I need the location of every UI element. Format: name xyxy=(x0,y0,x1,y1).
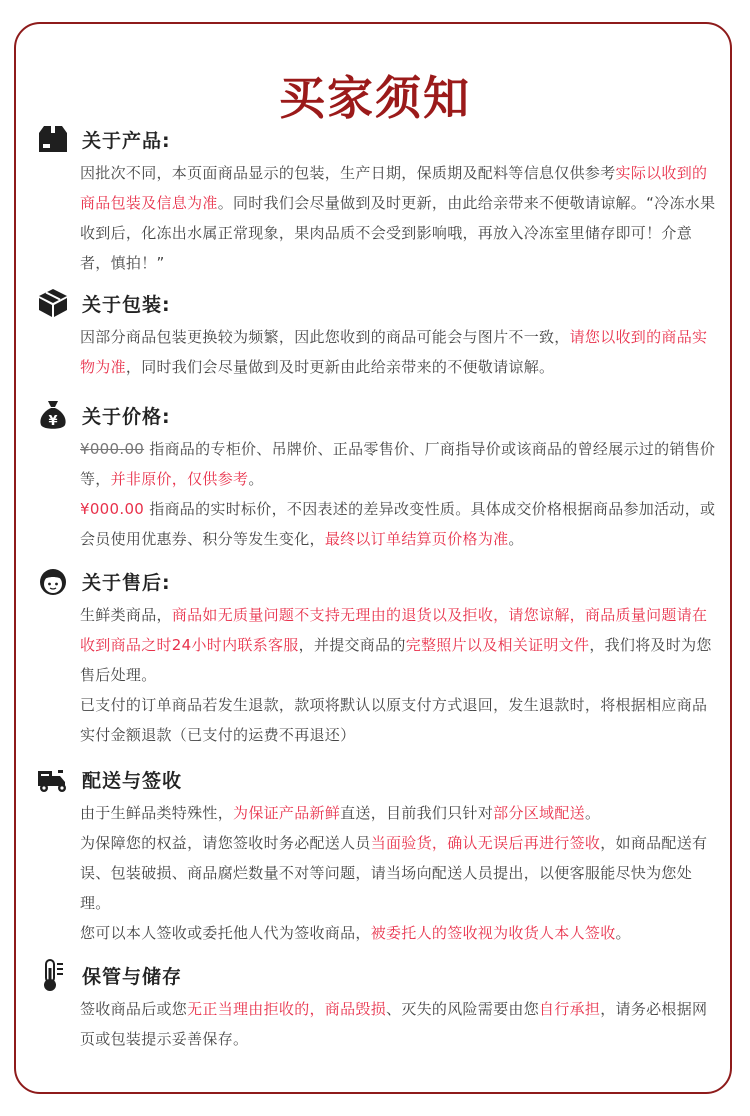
paragraph-text: ，我们将及时为您售后处理。 xyxy=(80,636,712,684)
section-paragraph xyxy=(80,434,720,494)
paragraph-text: 由于生鲜品类特殊性， xyxy=(80,804,234,822)
section-body xyxy=(80,798,720,948)
paragraph-text: 。 xyxy=(584,804,601,822)
money-bag-icon xyxy=(36,398,70,432)
paragraph-text: 。 xyxy=(248,470,264,488)
section-body xyxy=(80,994,720,1054)
paragraph-text: 。 xyxy=(615,924,631,942)
highlighted-text: 完整照片以及相关证明文件 xyxy=(405,636,590,654)
section-title: 关于产品: xyxy=(82,129,171,152)
paragraph-text: ，请务必根据网页或包装提示妥善保存。 xyxy=(80,1000,708,1048)
paragraph-text: 为保障您的权益，请您签收时务必配送人员 xyxy=(80,834,371,852)
paragraph-text: 指商品的实时标价，不因表述的差异改变性质。具体成交价格根据商品参加活动，或会员使用优惠券、积分等发生变化， xyxy=(80,500,716,548)
section-after-sales xyxy=(36,564,720,750)
paragraph-text: 。同时我们会尽量做到及时更新，由此给亲带来不便敬请谅解。“冷冻水果收到后，化冻出水属正常现象，果肉品质不会受到影响哦，再放入冷冻室里储存即可！介意者，慎拍！” xyxy=(80,194,716,272)
highlighted-text: 被委托人的签收视为收货人本人签收 xyxy=(370,924,616,942)
section-title: 关于售后: xyxy=(82,571,171,594)
section-paragraph xyxy=(80,690,720,750)
box-icon xyxy=(36,122,70,156)
highlighted-text: 为保证产品新鲜 xyxy=(233,804,341,822)
delivery-scooter-icon xyxy=(36,762,70,796)
section-storage xyxy=(36,958,720,1054)
package-icon xyxy=(36,286,70,320)
paragraph-text: ，如商品配送有误、包装破损、商品腐烂数量不对等问题，请当场向配送人员提出，以便客服能尽快为您处理。 xyxy=(80,834,708,912)
thermometer-icon xyxy=(36,958,70,992)
section-paragraph xyxy=(80,798,720,828)
paragraph-text: 直送，目前我们只针对 xyxy=(340,804,494,822)
paragraph-text: 指商品的专柜价、吊牌价、正品零售价、厂商指导价或该商品的曾经展示过的销售价等， xyxy=(80,440,716,488)
section-price xyxy=(36,398,720,554)
strikethrough-price: ¥000.00 xyxy=(80,440,145,458)
paragraph-text: 签收商品后或您 xyxy=(80,1000,188,1018)
highlighted-text: 商品如无质量问题不支持无理由的退货以及拒收，请您谅解，商品质量问题请在收到商品之时24小时内联系客服 xyxy=(80,606,708,654)
paragraph-text: 已支付的订单商品若发生退款，款项将默认以原支付方式退回，发生退款时，将根据相应商品实付金额退款（已支付的运费不再退还） xyxy=(80,696,708,744)
section-title: 关于包装: xyxy=(82,293,171,316)
section-body xyxy=(80,434,720,554)
highlighted-text: 最终以订单结算页价格为准 xyxy=(324,530,509,548)
section-paragraph xyxy=(80,600,720,690)
section-title: 配送与签收 xyxy=(82,769,183,792)
section-product xyxy=(36,122,720,278)
section-body xyxy=(80,158,720,278)
paragraph-text: 、灭失的风险需要由您 xyxy=(386,1000,540,1018)
highlighted-text: 自行承担 xyxy=(539,1000,601,1018)
section-paragraph xyxy=(80,918,720,948)
highlighted-text: 请您以收到的商品实物为准 xyxy=(80,328,708,376)
highlighted-text: 部分区域配送 xyxy=(493,804,585,822)
section-paragraph xyxy=(80,828,720,918)
section-paragraph xyxy=(80,994,720,1054)
section-body xyxy=(80,322,720,382)
page-title: 买家须知 xyxy=(279,71,471,125)
section-paragraph xyxy=(80,494,720,554)
current-price: ¥000.00 xyxy=(80,500,145,518)
customer-service-icon xyxy=(36,564,70,598)
section-title: 关于价格: xyxy=(82,405,171,428)
paragraph-text: 因部分商品包装更换较为频繁，因此您收到的商品可能会与图片不一致， xyxy=(80,328,570,346)
paragraph-text: 因批次不同，本页面商品显示的包装，生产日期，保质期及配料等信息仅供参考 xyxy=(80,164,616,182)
paragraph-text: 。 xyxy=(508,530,524,548)
section-body xyxy=(80,600,720,750)
paragraph-text: ，并提交商品的 xyxy=(298,636,406,654)
highlighted-text: 并非原价，仅供参考 xyxy=(110,470,249,488)
highlighted-text: 实际以收到的商品包装及信息为准 xyxy=(80,164,708,212)
section-packaging xyxy=(36,286,720,382)
highlighted-text: 无正当理由拒收的，商品毁损 xyxy=(187,1000,387,1018)
section-title: 保管与储存 xyxy=(82,965,183,988)
paragraph-text: 生鲜类商品， xyxy=(80,606,172,624)
svg-text:¥: ¥ xyxy=(48,414,58,429)
section-paragraph xyxy=(80,158,720,278)
paragraph-text: 您可以本人签收或委托他人代为签收商品， xyxy=(80,924,371,942)
section-paragraph xyxy=(80,322,720,382)
paragraph-text: ，同时我们会尽量做到及时更新由此给亲带来的不便敬请谅解。 xyxy=(125,358,555,376)
highlighted-text: 当面验货，确认无误后再进行签收 xyxy=(370,834,601,852)
section-delivery xyxy=(36,762,720,948)
